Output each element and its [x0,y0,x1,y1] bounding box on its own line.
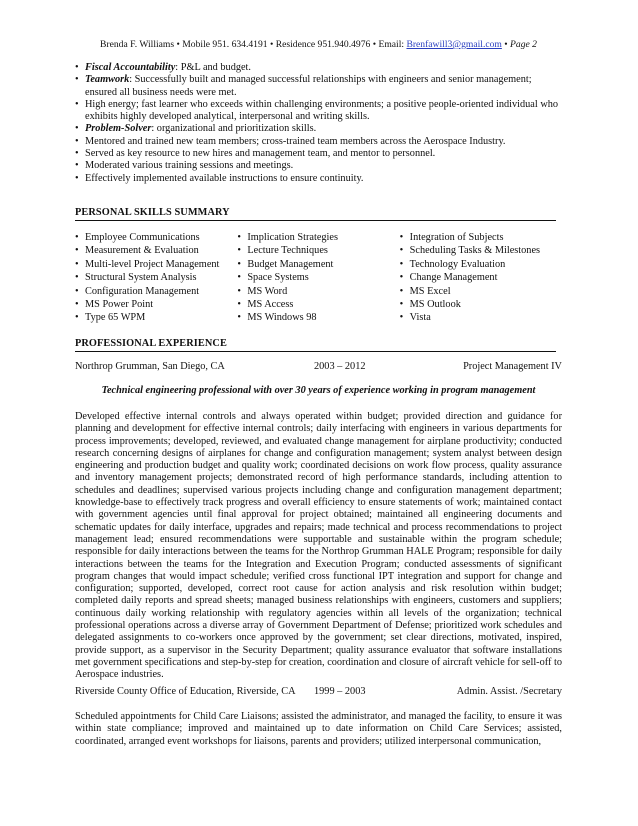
skill-item: • Budget Management [237,259,399,272]
skill-item: • MS Access [237,299,399,312]
skills-column [75,232,237,326]
summary-bullet-list [75,62,562,185]
skill-item: • Vista [400,312,562,325]
skills-section-heading: PERSONAL SKILLS SUMMARY [75,207,556,221]
skill-item: • Employee Communications [75,232,237,245]
header-mobile: Mobile 951. 634.4191 [182,39,268,50]
skill-item: • Integration of Subjects [400,232,562,245]
job-tagline: Technical engineering professional with over 30 years of experience working in program management [101,385,536,396]
skill-item: • Technology Evaluation [400,259,562,272]
skill-item: • MS Windows 98 [237,312,399,325]
experience-section-heading: PROFESSIONAL EXPERIENCE [75,338,556,352]
summary-bullet: • Teamwork: Successfully built and managed successful relationships with engineers and senior management; ensured all business needs were met. [75,74,562,99]
summary-bullet: • High energy; fast learner who exceeds within challenging environments; a positive people-oriented individual who exhibits highly developed analytical, interpersonal and writing skills. [75,99,562,124]
header-residence: Residence 951.940.4976 [275,39,371,50]
job-employer: Northrop Grumman, San Diego, CA [75,361,225,372]
summary-bullet: • Problem-Solver: organizational and prioritization skills. [75,123,562,135]
header-email-label: Email: [378,39,405,50]
skill-item: • MS Excel [400,286,562,299]
email-link[interactable]: Brenfawill3@gmail.com [406,39,502,50]
job-role: Project Management IV [463,361,562,372]
job-role: Admin. Assist. /Secretary [456,686,562,697]
skill-item: • MS Outlook [400,299,562,312]
skill-item: • MS Power Point [75,299,237,312]
skill-item: • Scheduling Tasks & Milestones [400,245,562,258]
page-number: Page 2 [510,39,537,50]
header-name: Brenda F. Williams [100,39,175,50]
skills-grid [75,232,562,326]
job-description: Developed effective internal controls and always operated within budget; provided direction and guidance for planning and development for effective internal controls; daily interfacing with engineers in various departments for process improvements; developed, reviewed, and evaluated change management for airplane productivity; conducted research concerning designs of airplanes for change and configuration management; system analyst between design engineering and production budget and quality work; coordinated decisions on work flow process, quality assurance and inventory management projects; demonstrated record of high performance standards, including attention to schedules and deadlines; supervised various projects including change and configuration management department; knowledge-base to effectively track progress and overall efficiency to ensure statements of work; maintained contact with government agencies until final approval for project obtained; maintained all engineering documents and schematic updates for daily interface, upgrades and repairs; made technical and process recommendations to project management lead; ensured recommendations were supportable and sustainable within the program schedule; responsible for daily interactions between the teams for the Northrop Grumman HALE Program; responsible for daily interactions between the teams for the Integration and Execution Program; conducted assessments of significant program changes that would impact schedule; verified cross functional IPT integration and support for change and configuration; supported, developed, correct root cause for action analysis and risk resolution within budget; completed daily reports and spread sheets; managed business relationships with engineers, customers and suppliers; continuous daily working relationship with regulatory agencies within all levels of the organization; technical professional operations across a diverse array of Government Department of Defense; prioritized work schedules and delegated assignments to co-workers once approved by the government; set clear directions, motivated, inspired, provide support, as a supervisor in the Security Department; quality assurance evaluator that software installations met government specifications and step-by-step for creation, coordination and closure of aircraft vehicle for sell-off to Aerospace industries. [75,411,563,681]
skill-item: • Space Systems [237,272,399,285]
job-dates: 1999 – 2003 [314,686,366,697]
summary-bullet: • Moderated various training sessions and meetings. [75,160,562,172]
skills-column [237,232,399,326]
skill-item: • Implication Strategies [237,232,399,245]
job-description: Scheduled appointments for Child Care Liaisons; assisted the administrator, and managed the facility, to ensure it was within state compliance; improved and maintained up to date information on Child Care Services; assisted, coordinated, arranged event workshops for liaisons, parents and providers; utilized interpersonal communication, [75,711,562,747]
page-header: Brenda F. Williams • Mobile 951. 634.4191 • Residence 951.940.4976 • Email: Brenfawill3@gmail.com • Page 2 [100,39,537,50]
skill-item: • MS Word [237,286,399,299]
skill-item: • Multi-level Project Management [75,259,237,272]
skill-item: • Lecture Techniques [237,245,399,258]
job-dates: 2003 – 2012 [314,361,366,372]
skill-item: • Type 65 WPM [75,312,237,325]
skills-column [400,232,562,326]
job-employer: Riverside County Office of Education, Riverside, CA [75,686,296,697]
skill-item: • Structural System Analysis [75,272,237,285]
skill-item: • Change Management [400,272,562,285]
skill-item: • Configuration Management [75,286,237,299]
summary-bullet: • Mentored and trained new team members; cross-trained team members across the Aerospace Industry. [75,136,562,148]
skill-item: • Measurement & Evaluation [75,245,237,258]
summary-bullet: • Effectively implemented available instructions to ensure continuity. [75,173,562,185]
summary-bullet: • Served as key resource to new hires and management team, and mentor to personnel. [75,148,562,160]
summary-bullet: • Fiscal Accountability: P&L and budget. [75,62,562,74]
